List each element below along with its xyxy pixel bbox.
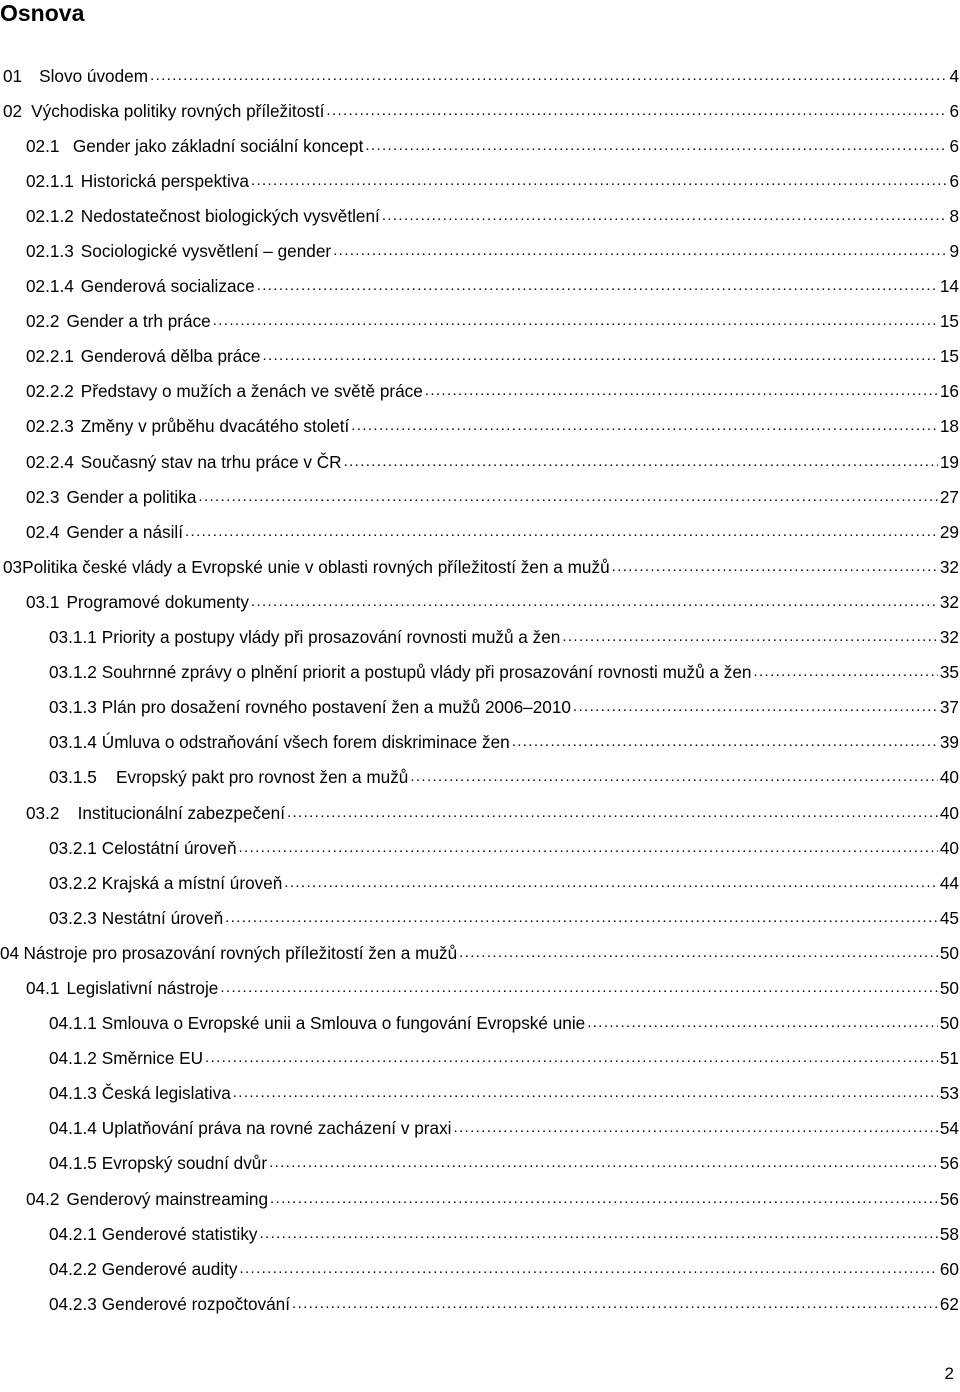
toc-entry-number: 04.2.2 (49, 1258, 97, 1279)
toc-entry-number: 01 (3, 65, 23, 86)
toc-entry-number: 03.1.1 (49, 627, 97, 648)
toc-entry-page: 56 (939, 1188, 959, 1209)
toc-entry[interactable] (0, 1006, 960, 1041)
toc-entry-title: Genderové rozpočtování (101, 1293, 291, 1314)
toc-entry[interactable] (0, 93, 960, 128)
toc-entry[interactable] (0, 58, 960, 93)
toc-entry-page: 50 (939, 942, 959, 963)
toc-entry[interactable] (0, 1181, 960, 1216)
toc-leader-dots (459, 943, 938, 963)
toc-entry[interactable] (0, 163, 960, 198)
toc-entry-page: 6 (949, 100, 959, 121)
toc-entry-title: Představy o mužích a ženách ve světě práce (80, 381, 423, 402)
toc-entry-page: 45 (939, 907, 959, 928)
toc-leader-dots (257, 276, 938, 296)
toc-leader-dots (262, 346, 937, 366)
toc-entry-page: 15 (939, 346, 959, 367)
toc-leader-dots (251, 592, 938, 612)
toc-entry-page: 9 (949, 241, 959, 262)
toc-entry[interactable] (0, 655, 960, 690)
toc-entry-title: Gender a násilí (66, 521, 184, 542)
toc-entry-page: 44 (939, 872, 959, 893)
toc-entry-page: 40 (939, 767, 959, 788)
toc-entry[interactable] (0, 1041, 960, 1076)
toc-entry-number: 02.2.3 (26, 416, 74, 437)
toc-leader-dots (213, 311, 938, 331)
toc-leader-dots (562, 627, 938, 647)
toc-entry-title: Úmluva o odstraňování všech forem diskriminace žen (101, 732, 510, 753)
toc-entry[interactable] (0, 970, 960, 1005)
toc-entry-title: Slovo úvodem (39, 65, 149, 86)
toc-entry[interactable] (0, 1146, 960, 1181)
toc-entry-number: 02.1.2 (26, 205, 74, 226)
toc-entry-title: Východiska politiky rovných příležitostí (31, 100, 325, 121)
toc-entry-number: 04.2 (26, 1188, 60, 1209)
toc-entry-page: 8 (949, 205, 959, 226)
toc-entry[interactable] (0, 198, 960, 233)
toc-entry-number: 04.1 (26, 977, 60, 998)
toc-leader-dots (425, 381, 938, 401)
toc-entry-title: Změny v průběhu dvacátého století (80, 416, 350, 437)
toc-entry-page: 35 (939, 662, 959, 683)
toc-leader-dots (365, 136, 947, 156)
toc-leader-dots (284, 873, 938, 893)
toc-leader-dots (239, 838, 938, 858)
toc-entry[interactable] (0, 269, 960, 304)
toc-entry-number: 04 (0, 942, 20, 963)
toc-leader-dots (753, 662, 937, 682)
toc-entry[interactable] (0, 900, 960, 935)
toc-entry-title: Smlouva o Evropské unii a Smlouva o fungování Evropské unie (101, 1013, 586, 1034)
toc-entry-title: Genderová dělba práce (80, 346, 261, 367)
toc-entry-title: Institucionální zabezpečení (77, 802, 285, 823)
toc-leader-dots (260, 1224, 938, 1244)
toc-entry-number: 02.1.1 (26, 170, 74, 191)
page-number: 2 (944, 1364, 954, 1383)
toc-leader-dots (410, 767, 938, 787)
toc-leader-dots (233, 1083, 938, 1103)
toc-leader-dots (198, 487, 937, 507)
toc-leader-dots (587, 1013, 938, 1033)
toc-entry-page: 53 (939, 1083, 959, 1104)
toc-entry-title: Nedostatečnost biologických vysvětlení (80, 205, 380, 226)
toc-entry-title: Plán pro dosažení rovného postavení žen a mužů 2006–2010 (101, 697, 571, 718)
toc-entry[interactable] (0, 128, 960, 163)
toc-entry[interactable] (0, 1286, 960, 1321)
toc-entry[interactable] (0, 690, 960, 725)
toc-entry-page: 14 (939, 276, 959, 297)
toc-leader-dots (239, 1259, 937, 1279)
toc-entry-title: Uplatňování práva na rovné zacházení v praxi (101, 1118, 452, 1139)
toc-leader-dots (453, 1118, 937, 1138)
toc-entry-number: 03.1.4 (49, 732, 97, 753)
toc-entry[interactable] (0, 1251, 960, 1286)
toc-entry-title: Programové dokumenty (66, 591, 249, 612)
toc-leader-dots (292, 1294, 938, 1314)
toc-entry[interactable] (0, 584, 960, 619)
table-of-contents (0, 58, 960, 1321)
toc-entry[interactable] (0, 725, 960, 760)
toc-entry-page: 32 (939, 556, 959, 577)
toc-entry-number: 02.3 (26, 486, 60, 507)
toc-entry-number: 04.1.4 (49, 1118, 97, 1139)
toc-entry[interactable] (0, 339, 960, 374)
toc-entry-number: 02.2.1 (26, 346, 74, 367)
toc-entry-page: 50 (939, 1013, 959, 1034)
toc-entry-page: 56 (939, 1153, 959, 1174)
toc-entry[interactable] (0, 1216, 960, 1251)
toc-entry-page: 51 (939, 1048, 959, 1069)
toc-entry-page: 15 (939, 311, 959, 332)
toc-entry-title: Česká legislativa (101, 1083, 231, 1104)
toc-entry-number: 02.2 (26, 311, 60, 332)
toc-entry-title: Evropský pakt pro rovnost žen a mužů (116, 767, 409, 788)
toc-entry-title: Gender a politika (66, 486, 197, 507)
toc-entry[interactable] (0, 374, 960, 409)
toc-leader-dots (573, 697, 938, 717)
toc-entry-number: 03.1 (26, 591, 60, 612)
toc-entry-number: 04.1.5 (49, 1153, 97, 1174)
toc-entry[interactable] (0, 620, 960, 655)
toc-leader-dots (382, 206, 948, 226)
toc-entry-title: Evropský soudní dvůr (101, 1153, 268, 1174)
toc-entry-title: Gender a trh práce (66, 311, 211, 332)
toc-entry-page: 27 (939, 486, 959, 507)
toc-entry[interactable] (0, 409, 960, 444)
toc-leader-dots (205, 1048, 938, 1068)
toc-entry-page: 60 (939, 1258, 959, 1279)
toc-entry-number: 02.2.2 (26, 381, 74, 402)
toc-entry-page: 6 (949, 135, 959, 156)
toc-entry-page: 40 (939, 837, 959, 858)
toc-entry-number: 04.2.3 (49, 1293, 97, 1314)
toc-entry[interactable] (0, 304, 960, 339)
toc-entry-page: 40 (939, 802, 959, 823)
toc-entry-number: 03.1.5 (49, 767, 97, 788)
toc-leader-dots (269, 1153, 938, 1173)
toc-entry-title: Legislativní nástroje (66, 977, 219, 998)
toc-entry-title: Směrnice EU (101, 1048, 204, 1069)
toc-entry-page: 32 (939, 591, 959, 612)
toc-entry[interactable] (0, 760, 960, 795)
toc-entry-title: Gender jako základní sociální koncept (72, 135, 364, 156)
toc-entry-title: Genderová socializace (80, 276, 255, 297)
toc-entry[interactable] (0, 1076, 960, 1111)
toc-entry-number: 03.2.3 (49, 907, 97, 928)
toc-entry-number: 04.1.2 (49, 1048, 97, 1069)
toc-leader-dots (344, 452, 938, 472)
toc-entry-number: 02.2.4 (26, 451, 74, 472)
toc-entry-page: 54 (939, 1118, 959, 1139)
toc-entry-title: Krajská a místní úroveň (101, 872, 283, 893)
toc-entry-page: 58 (939, 1223, 959, 1244)
toc-entry-page: 62 (939, 1293, 959, 1314)
toc-leader-dots (612, 557, 938, 577)
toc-entry[interactable] (0, 830, 960, 865)
toc-leader-dots (150, 66, 947, 86)
toc-entry[interactable] (0, 233, 960, 268)
toc-entry-title: Nástroje pro prosazování rovných příležitostí žen a mužů (23, 942, 458, 963)
toc-entry-page: 37 (939, 697, 959, 718)
toc-entry-title: Sociologické vysvětlení – gender (80, 241, 332, 262)
toc-entry-page: 29 (939, 521, 959, 542)
toc-entry-number: 03.2.1 (49, 837, 97, 858)
toc-leader-dots (326, 101, 947, 121)
toc-entry-number: 04.1.1 (49, 1013, 97, 1034)
toc-entry-number: 02.1.3 (26, 241, 74, 262)
toc-entry-page: 6 (949, 170, 959, 191)
toc-entry[interactable] (0, 1111, 960, 1146)
toc-entry[interactable] (0, 444, 960, 479)
toc-entry-number: 03.1.3 (49, 697, 97, 718)
toc-leader-dots (512, 732, 938, 752)
toc-leader-dots (225, 908, 938, 928)
toc-entry-page: 18 (939, 416, 959, 437)
toc-entry-number: 03 (3, 556, 23, 577)
toc-entry-number: 04.1.3 (49, 1083, 97, 1104)
toc-entry-number: 02.1.4 (26, 276, 74, 297)
toc-entry-number: 03.2.2 (49, 872, 97, 893)
toc-entry[interactable] (0, 549, 960, 584)
toc-entry-title: Priority a postupy vlády při prosazování rovnosti mužů a žen (101, 627, 561, 648)
toc-leader-dots (251, 171, 948, 191)
toc-leader-dots (185, 522, 938, 542)
toc-entry-title: Souhrnné zprávy o plnění priorit a postupů vlády při prosazování rovnosti mužů a žen (101, 662, 752, 683)
toc-leader-dots (333, 241, 947, 261)
toc-entry[interactable] (0, 795, 960, 830)
toc-leader-dots (220, 978, 938, 998)
toc-entry-title: Historická perspektiva (80, 170, 249, 191)
toc-leader-dots (351, 416, 938, 436)
toc-leader-dots (287, 803, 938, 823)
toc-entry-title: Genderové audity (101, 1258, 238, 1279)
toc-entry-page: 32 (939, 627, 959, 648)
toc-entry-page: 39 (939, 732, 959, 753)
toc-entry-title: Genderové statistiky (101, 1223, 258, 1244)
page-title: Osnova (0, 0, 85, 26)
toc-entry-page: 4 (949, 65, 959, 86)
toc-entry-number: 02.1 (26, 135, 60, 156)
toc-entry-number: 02 (3, 100, 23, 121)
toc-entry-number: 03.2 (26, 802, 60, 823)
toc-entry-title: Celostátní úroveň (101, 837, 237, 858)
toc-leader-dots (270, 1189, 938, 1209)
toc-entry-page: 50 (939, 977, 959, 998)
toc-entry-title: Genderový mainstreaming (66, 1188, 269, 1209)
toc-entry-title: Nestátní úroveň (101, 907, 224, 928)
toc-entry-number: 02.4 (26, 521, 60, 542)
toc-entry[interactable] (0, 935, 960, 970)
toc-entry-title: Současný stav na trhu práce v ČR (80, 451, 342, 472)
toc-entry-page: 16 (939, 381, 959, 402)
toc-entry[interactable] (0, 865, 960, 900)
toc-entry[interactable] (0, 514, 960, 549)
toc-entry-title: Politika české vlády a Evropské unie v oblasti rovných příležitostí žen a mužů (22, 556, 610, 577)
toc-entry-number: 04.2.1 (49, 1223, 97, 1244)
toc-entry[interactable] (0, 479, 960, 514)
toc-entry-page: 19 (939, 451, 959, 472)
toc-entry-number: 03.1.2 (49, 662, 97, 683)
